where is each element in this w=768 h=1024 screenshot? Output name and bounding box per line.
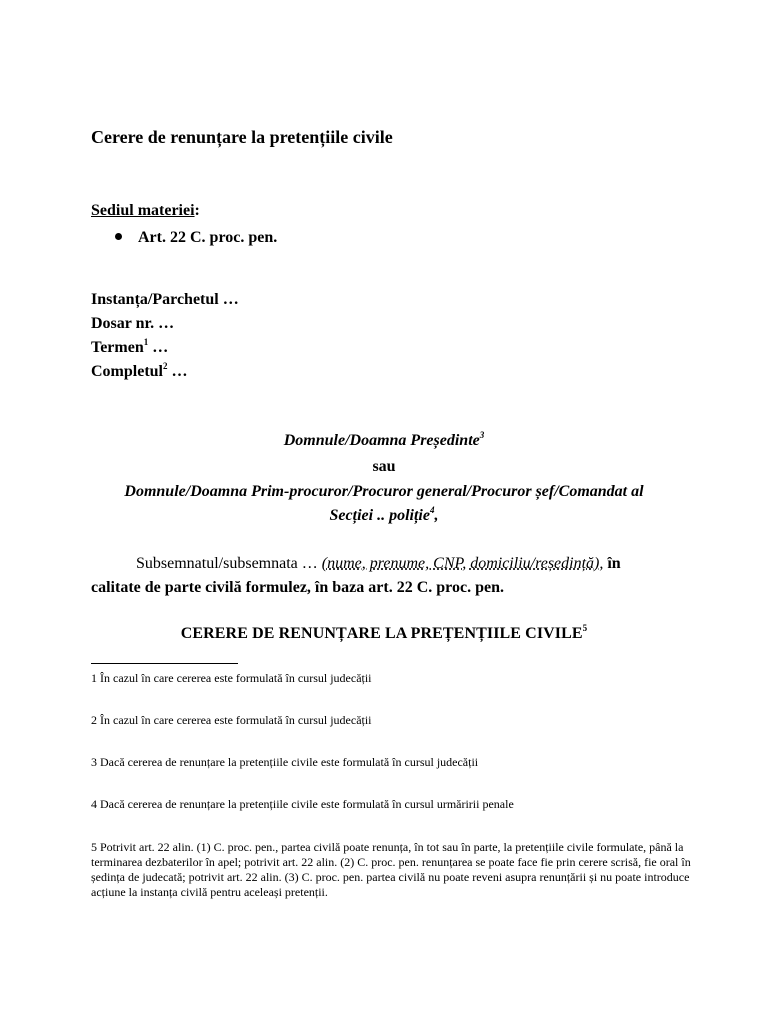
termen-value: … bbox=[148, 339, 169, 356]
completul-value: … bbox=[167, 363, 188, 380]
body-lead: Subsemnatul/subsemnata … bbox=[136, 555, 322, 572]
body-placeholder: (nume, prenume, CNP, domiciliu/reședință), bbox=[321, 555, 604, 572]
sediu-label-text: Sediul materiei bbox=[91, 202, 195, 219]
footnote-ref-4[interactable]: 4 bbox=[429, 504, 435, 515]
document-title: Cerere de renunțare la pretențiile civile bbox=[91, 127, 393, 147]
footnote-ref-1[interactable]: 1 bbox=[143, 336, 149, 347]
sediu-materiei-label bbox=[91, 202, 200, 220]
list-item-text: Art. 22 C. proc. pen. bbox=[138, 229, 278, 246]
dosar-label: Dosar nr. … bbox=[91, 315, 175, 332]
footnote-ref-5[interactable]: 5 bbox=[582, 622, 588, 633]
body-paragraph-line-1 bbox=[91, 555, 681, 573]
body-paragraph-line-2: calitate de parte civilă formulez, în baza art. 22 C. proc. pen. bbox=[91, 579, 504, 596]
body-line1-end: în bbox=[603, 555, 621, 572]
termen-line bbox=[91, 336, 169, 357]
footnote-2: 2 În cazul în care cererea este formulată în cursul judecății bbox=[91, 713, 372, 727]
footnote-4: 4 Dacă cererea de renunțare la pretențiile civile este formulată în cursul urmăririi penale bbox=[91, 797, 514, 811]
section-heading-text: CERERE DE RENUNȚARE LA PREȚENȚIILE CIVILE bbox=[180, 625, 583, 642]
address-line-2: Domnule/Doamna Prim-procuror/Procuror general/Procuror șef/Comandat al bbox=[124, 483, 644, 500]
termen-label: Termen bbox=[91, 339, 144, 356]
address-president: Domnule/Doamna Președinte bbox=[283, 432, 480, 449]
footnote-3: 3 Dacă cererea de renunțare la pretențiile civile este formulată în cursul judecății bbox=[91, 755, 479, 769]
instanta-line bbox=[91, 291, 239, 309]
sediu-colon: : bbox=[194, 202, 200, 219]
completul-label: Completul bbox=[91, 363, 163, 380]
address-line-1 bbox=[60, 429, 708, 450]
address-sau: sau bbox=[372, 458, 396, 475]
footnote-ref-3[interactable]: 3 bbox=[479, 429, 485, 440]
footnote-ref-2[interactable]: 2 bbox=[163, 360, 168, 371]
dosar-line bbox=[91, 315, 174, 333]
address-line-3 bbox=[60, 504, 708, 525]
completul-line bbox=[91, 360, 188, 381]
section-heading bbox=[60, 622, 708, 643]
footnote-5: 5 Potrivit art. 22 alin. (1) C. proc. pen., partea civilă poate renunța, în tot sau în parte, la pretențiile civile formulate, până la terminarea dezbaterilor în apel; potrivit art. 22 alin. (2) C. proc. pen. renunțarea se poate face fie prin cerere scrisă, fie oral în ședința de judecată; potrivit art. 22 alin. (3) C. proc. pen. partea civilă nu poate reveni asupra renunțării și nu poate introduce acțiune la instanța civilă pentru aceleași pretenții. bbox=[91, 840, 691, 899]
list-item bbox=[115, 229, 277, 247]
instanta-label: Instanța/Parchetul … bbox=[91, 291, 239, 308]
address-sectie: Secției .. poliție bbox=[329, 507, 430, 524]
footnote-1: 1 În cazul în care cererea este formulată în cursul judecății bbox=[91, 671, 372, 685]
footnote-separator bbox=[91, 663, 238, 664]
bullet-icon bbox=[115, 233, 122, 240]
address-comma: , bbox=[434, 507, 439, 524]
